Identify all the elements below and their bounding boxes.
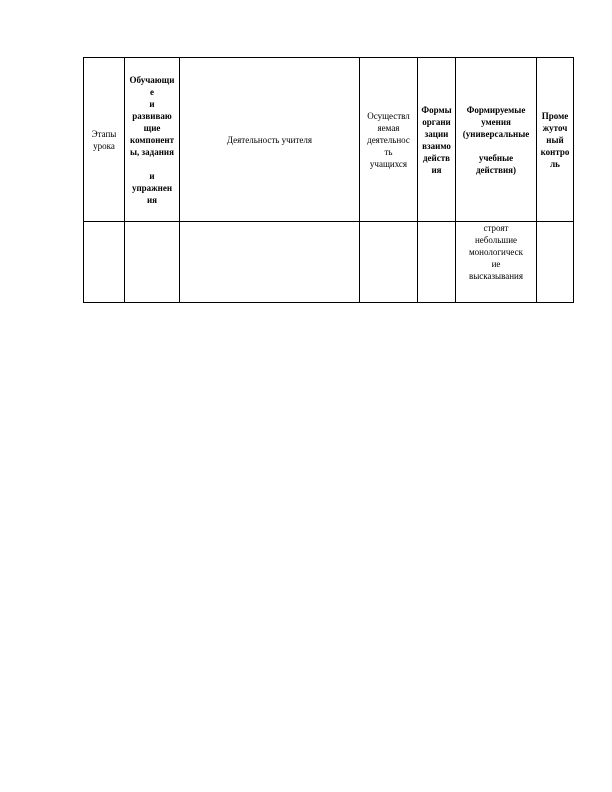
cell-text-line: органи — [422, 116, 451, 127]
cell-text-line: Формируемые — [466, 104, 526, 115]
cell-text-line: Обучающи — [129, 74, 175, 85]
header-cell-interaction-forms — [418, 58, 456, 222]
cell-text-line: действия) — [475, 164, 517, 175]
cell-text-line: жуточ — [542, 122, 568, 133]
cell-text-line: учебные — [478, 152, 514, 163]
cell-text-line: развиваю — [132, 110, 172, 121]
table-cell-empty — [418, 222, 456, 303]
cell-text-line: Деятельность учителя — [226, 134, 313, 145]
cell-text-line: щие — [143, 122, 161, 133]
cell-text-line: Проме — [541, 110, 569, 121]
header-cell-intermediate-control — [537, 58, 574, 222]
table-cell-empty — [537, 222, 574, 303]
cell-text-line: Осуществл — [367, 110, 410, 121]
table-cell-empty — [125, 222, 180, 303]
cell-text-line: высказывания — [468, 271, 524, 281]
cell-text-line: ие — [491, 259, 501, 269]
cell-text-line: Этапы — [91, 128, 117, 139]
line-gap — [457, 140, 535, 152]
header-cell-teacher-activity — [180, 58, 360, 222]
header-cell-components — [125, 58, 180, 222]
cell-text-line: яемая — [377, 122, 400, 133]
cell-text-line: монологическ — [468, 247, 523, 257]
cell-text-line: зации — [424, 128, 449, 139]
cell-text-line: учащихся — [369, 158, 408, 169]
cell-text-line: ль — [550, 158, 560, 169]
table-cell-formed-skills-text — [456, 222, 537, 303]
line-gap — [126, 158, 178, 170]
table-header-row — [84, 58, 574, 222]
cell-text-line: небольшие — [474, 235, 518, 245]
table-cell-empty — [180, 222, 360, 303]
cell-text-line: ы, задания — [130, 146, 174, 157]
cell-text-line: ия — [431, 164, 442, 175]
cell-text-line: компонент — [130, 134, 174, 145]
table-cell-empty — [360, 222, 418, 303]
cell-text-line: деятельнос — [367, 134, 410, 145]
table-cell-empty — [84, 222, 125, 303]
cell-text-line: ть — [384, 146, 393, 157]
cell-text-line: взаимо — [422, 140, 451, 151]
cell-text-line: Формы — [421, 104, 452, 115]
cell-text-line: ия — [146, 194, 158, 205]
cell-text-line: и — [149, 170, 155, 181]
cell-text-line: умения — [481, 116, 511, 127]
header-cell-formed-skills — [456, 58, 537, 222]
lesson-plan-table — [83, 57, 574, 303]
cell-text-line: действ — [422, 152, 450, 163]
cell-text-line: урока — [93, 140, 115, 151]
cell-text-line: строят — [483, 223, 509, 233]
header-cell-lesson-stages — [84, 58, 125, 222]
table-row — [84, 222, 574, 303]
cell-text-line: е — [150, 86, 154, 97]
cell-text-line: ный — [546, 134, 564, 145]
cell-text-line: упражнен — [131, 182, 173, 193]
cell-text-line: (универсальные — [462, 128, 530, 139]
cell-text-line: контро — [540, 146, 570, 157]
header-cell-student-activity — [360, 58, 418, 222]
cell-text-line: и — [149, 98, 155, 109]
